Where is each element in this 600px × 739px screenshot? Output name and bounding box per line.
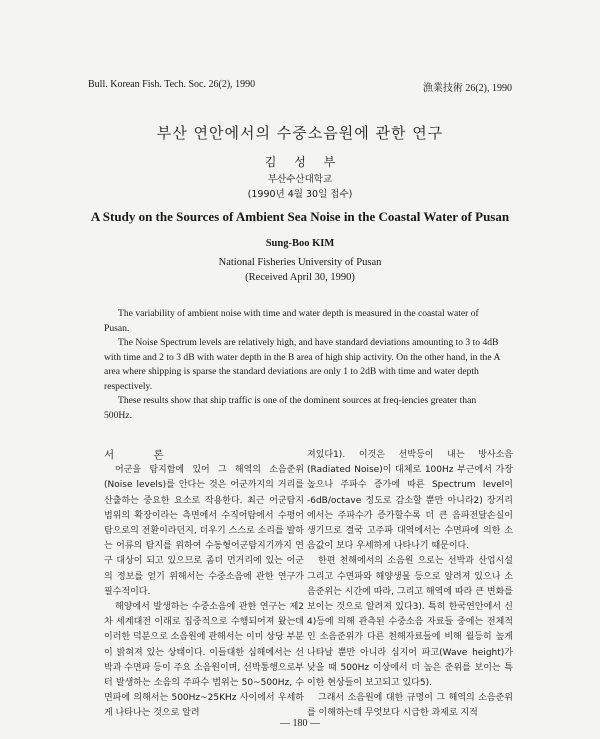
body-paragraph: 어군을 탐지함에 있어 그 해역의 소음준위(Noise levels)를 안다는 것은 어군까지의 거리를 산출하는 중요한 요소로 작용한다. 최근 어군탐지 범위의 확장이라는 측면에서 수직어탐에서 수평어탐으로의 전환이라던지, 더우기 스스로 소리를 발하는 어류의 탐지를 위하여 수동형어군탐지기까지 연구 대상이 되고 있으므로 좀더 먼거리에 있는 어군의 정보를 얻기 위해서는 수중소음에 관한 연구가 필수적이다. <box>104 465 304 597</box>
body-paragraph: 해양에서 발생하는 수중소음에 관한 연구는 제2차 세계대전 이래로 집중적으로 수행되어져 왔는데 이러한 덕분으로 소음원에 관해서는 이미 상당 부분이 밝혀져 있는 상태이다. 이들대한 심해에서는 선박과 수면파 등이 주요 소음원이며, 선박통행으로부터 발생하는 소음의 주파수 범위는 50~500Hz, 수면파에 의해서는 500Hz~25KHz 사이에서 우세하게 나타나는 것으로 알려 <box>104 602 304 719</box>
english-received-date: (Received April 30, 1990) <box>245 272 355 283</box>
page-number: — 180 — <box>280 718 320 729</box>
abstract-paragraph: These results show that ship traffic is one of the dominent sources at freq-iencies greater than 500Hz. <box>104 395 477 421</box>
korean-received-date: (1990년 4월 30일 접수) <box>247 189 353 200</box>
korean-author: 김 성 부 <box>264 155 336 169</box>
abstract-paragraph: The variability of ambient noise with time and water depth is measured in the coastal water of Pusan. <box>104 308 479 334</box>
body-paragraph: 그래서 소음원에 대한 규명이 그 해역의 소음준위를 이해하는데 무엇보다 시급한 과제로 지적 <box>307 693 513 719</box>
journal-citation-kr: 漁業技術 26(2), 1990 <box>422 83 512 94</box>
english-affiliation: National Fisheries University of Pusan <box>218 257 382 268</box>
english-title: A Study on the Sources of Ambient Sea Noise in the Coastal Water of Pusan <box>90 209 510 224</box>
english-author: Sung-Boo KIM <box>265 238 335 249</box>
section-heading: 서 론 <box>104 449 182 461</box>
korean-affiliation: 부산수산대학교 <box>267 174 333 185</box>
abstract-paragraph: The Noise Spectrum levels are relatively high, and have standard deviations amounting to 3 to 4dB with time and 2 to 3 dB with water depth in the B area of high ship activity. On the other hand, in the A area where shipping is sparse the standard deviations are only 1 to 2dB with time and water depth respectively. <box>104 337 500 392</box>
korean-title: 부산 연안에서의 수중소음원에 관한 연구 <box>156 124 444 142</box>
body-paragraph: 져있다1). 이것은 선박등이 내는 방사소음(Radiated Noise)이 대체로 100Hz 부근에서 가장 높으나 주파수 증가에 따른 Spectrum level이 -6dB/octave 정도로 감소할 뿐만 아니라2) 장거리에서는 주파수가 증가할수록 더 큰 음파전달손실이 생기므로 결국 고주파 대역에서는 수면파에 의한 소음값이 보다 우세하게 나타나기 때문이다. <box>307 450 513 552</box>
right-column <box>307 448 513 722</box>
abstract <box>104 307 500 423</box>
body-paragraph: 한편 천해에서의 소음원 으로는 선박과 산업시설 그리고 수면파와 해양생물 등으로 알려져 있으나 소음준위는 시간에 따라, 그리고 해역에 따라 큰 변화를 보이는 것으로 알려져 있다3). 특히 한국연안에서 신4)등에 의해 관측된 수중소음 자료들 중에는 전체적인 소음준위가 다른 천해자료들에 비해 월등히 높게 나타날 뿐만 아니라 심지어 파고(Wave height)가 낮을 때 500Hz 이상에서 더 높은 준위를 보이는 특이한 현상들이 보고되고 있다5). <box>307 556 513 689</box>
journal-citation-en: Bull. Korean Fish. Tech. Soc. 26(2), 1990 <box>88 79 256 90</box>
left-column <box>104 448 304 722</box>
